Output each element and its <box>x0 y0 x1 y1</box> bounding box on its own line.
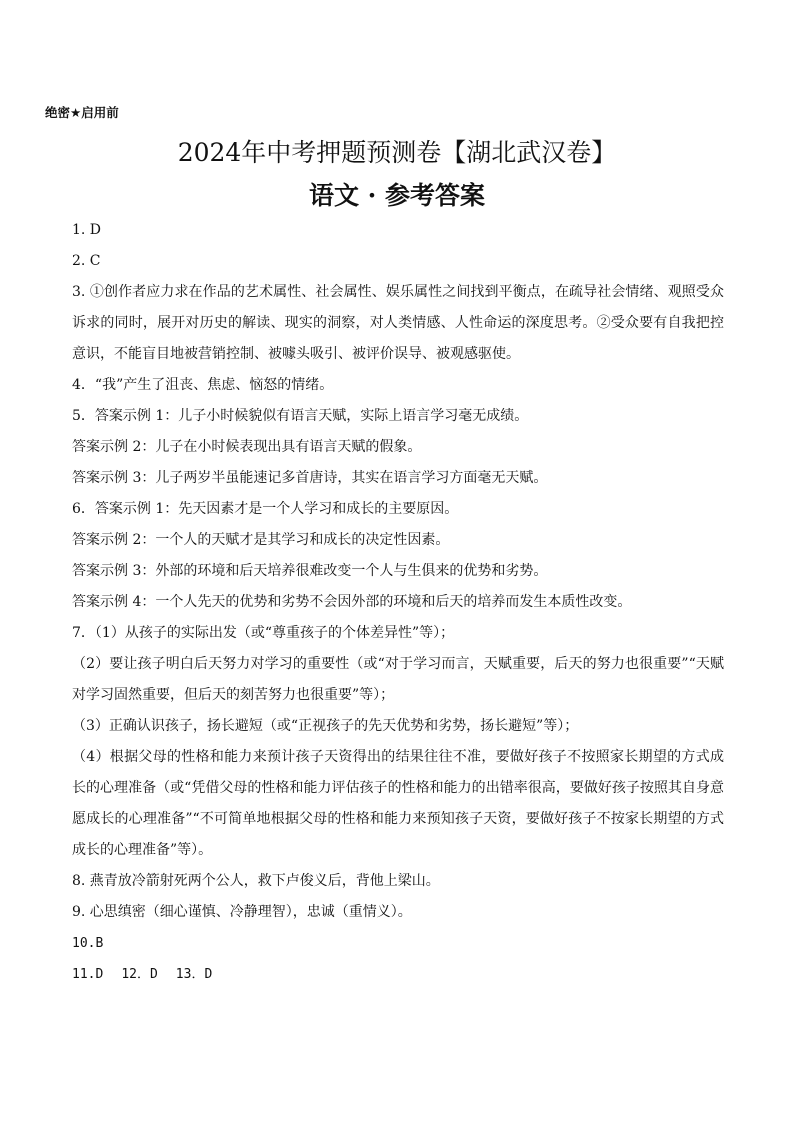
answer-12: 12．D <box>121 967 158 982</box>
answer-5-example-1: 5．答案示例 1：儿子小时候貌似有语言天赋，实际上语言学习毫无成绩。 <box>72 408 529 424</box>
answer-6-example-1: 6．答案示例 1：先天因素才是一个人学习和成长的主要原因。 <box>72 501 459 517</box>
answer-2: 2. C <box>72 253 101 269</box>
answer-8: 8. 燕青放冷箭射死两个公人，救下卢俊义后，背他上梁山。 <box>72 873 440 889</box>
page-subtitle: 语文 · 参考答案 <box>308 181 486 210</box>
answer-list <box>72 215 724 990</box>
answer-13: 13．D <box>175 967 213 982</box>
answer-11-13-row <box>72 959 724 990</box>
answer-7-point-1: 7．（1）从孩子的实际出发（或“尊重孩子的个体差异性”等）； <box>72 625 455 641</box>
answer-11: 11.D <box>72 967 104 982</box>
answer-6-example-2: 答案示例 2：一个人的天赋才是其学习和成长的决定性因素。 <box>72 532 450 548</box>
answer-4: 4．“我”产生了沮丧、焦虑、恼怒的情绪。 <box>72 377 334 393</box>
answer-9: 9. 心思缜密（细心谨慎、冷静理智），忠诚（重情义）。 <box>72 904 412 920</box>
answer-1: 1. D <box>72 222 102 238</box>
answer-5-example-3: 答案示例 3：儿子两岁半虽能速记多首唐诗，其实在语言学习方面毫无天赋。 <box>72 470 548 486</box>
answer-6-example-3: 答案示例 3：外部的环境和后天培养很难改变一个人与生俱来的优势和劣势。 <box>72 563 548 579</box>
answer-7-point-2: （2）要让孩子明白后天努力对学习的重要性（或“对于学习而言，天赋重要，后天的努力也很重要”“天赋对学习固然重要，但后天的刻苦努力也很重要”等）； <box>72 656 724 703</box>
secret-label: 绝密★启用前 <box>45 105 119 120</box>
answer-7-point-4: （4）根据父母的性格和能力来预计孩子天资得出的结果往往不准，要做好孩子不按照家长期望的方式成长的心理准备（或“凭借父母的性格和能力评估孩子的性格和能力的出错率很高，要做好孩子按照其自身意愿成长的心理准备”“不可简单地根据父母的性格和能力来预知孩子天资，要做好孩子不按家长期望的方式成长的心理准备”等）。 <box>72 749 724 858</box>
page-title: 2024年中考押题预测卷【湖北武汉卷】 <box>177 138 617 167</box>
answer-10: 10.B <box>72 936 104 951</box>
answer-3: 3. ①创作者应力求在作品的艺术属性、社会属性、娱乐属性之间找到平衡点，在疏导社会情绪、观照受众诉求的同时，展开对历史的解读、现实的洞察，对人类情感、人性命运的深度思考。②受众要有自我把控意识，不能盲目地被营销控制、被噱头吸引、被评价误导、被观感驱使。 <box>72 284 724 362</box>
answer-6-example-4: 答案示例 4：一个人先天的优势和劣势不会因外部的环境和后天的培养而发生本质性改变。 <box>72 594 632 610</box>
answer-5-example-2: 答案示例 2：儿子在小时候表现出具有语言天赋的假象。 <box>72 439 422 455</box>
answer-7-point-3: （3）正确认识孩子，扬长避短（或“正视孩子的先天优势和劣势，扬长避短”等）； <box>72 718 579 734</box>
